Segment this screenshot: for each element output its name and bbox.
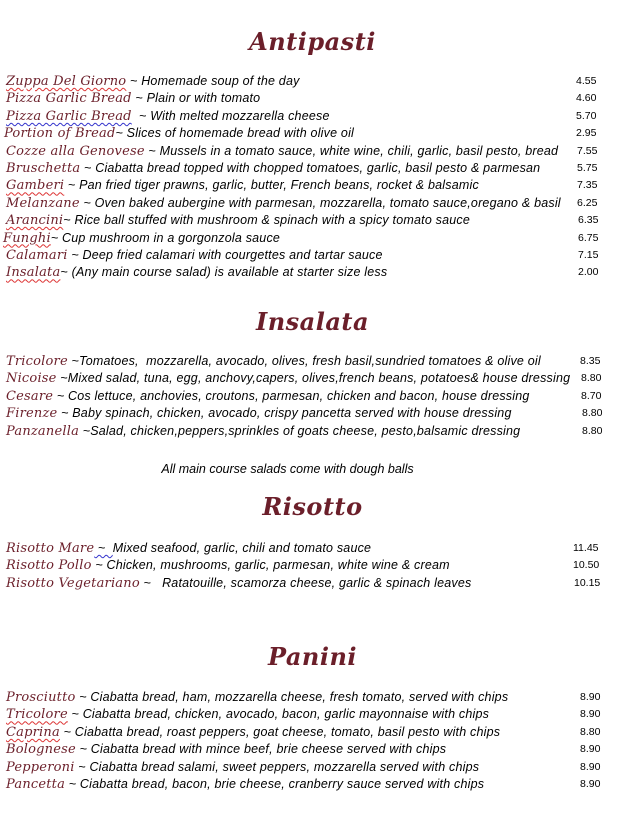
- insalata-list: [0, 353, 625, 440]
- item-price: 8.70: [581, 389, 602, 402]
- menu-item: [0, 724, 625, 741]
- menu-item: [0, 557, 625, 574]
- item-price: 8.90: [580, 777, 601, 790]
- item-separator: ~: [67, 247, 83, 262]
- menu-item: [0, 108, 625, 125]
- item-name: Panzanella: [6, 423, 80, 439]
- item-separator: ~: [75, 690, 91, 704]
- item-separator: ~: [91, 558, 107, 573]
- item-separator: ~: [50, 230, 63, 245]
- item-price: 8.90: [580, 691, 601, 703]
- menu-item: [0, 177, 625, 194]
- item-price: 8.80: [581, 372, 602, 385]
- item-description: Plain or with tomato: [146, 91, 261, 106]
- panini-list: [0, 689, 625, 793]
- item-separator: ~: [115, 126, 127, 141]
- item-name: Risotto Pollo: [6, 558, 92, 574]
- item-description: Ciabatta bread, bacon, brie cheese, cranberry sauce served with chips: [79, 776, 485, 791]
- item-name: Tricolore: [6, 354, 68, 369]
- menu-item: [0, 247, 625, 264]
- item-description: Mixed salad, tuna, egg, anchovy,capers, olives,french beans, potatoes& house dressing: [67, 371, 571, 386]
- menu-item: [0, 264, 625, 281]
- item-name: Tricolore: [6, 707, 68, 723]
- item-name: Prosciutto: [6, 690, 76, 705]
- item-description: Deep fried calamari with courgettes and tartar sauce: [82, 247, 383, 262]
- item-description: Mussels in a tomato sauce, white wine, chili, garlic, basil pesto, bread: [159, 143, 559, 158]
- menu-item: [0, 575, 625, 592]
- item-description: Ciabatta bread, chicken, avocado, bacon, garlic mayonnaise with chips: [82, 707, 490, 722]
- menu-item: [0, 90, 625, 107]
- item-price: 6.75: [578, 231, 599, 244]
- item-description: Mixed seafood, garlic, chili and tomato sauce: [112, 541, 372, 555]
- item-separator: ~: [74, 759, 90, 774]
- item-separator: ~: [131, 108, 151, 123]
- section-title-insalata: Insalata: [255, 307, 370, 336]
- item-separator: ~: [53, 388, 69, 403]
- salad-note: All main course salads come with dough balls: [161, 462, 414, 476]
- menu-item: [0, 759, 625, 776]
- item-description: Salad, chicken,peppers,sprinkles of goats cheese, pesto,balsamic dressing: [90, 423, 521, 438]
- item-separator: ~: [67, 354, 80, 368]
- item-separator: ~: [126, 74, 142, 88]
- item-separator: ~: [59, 724, 75, 739]
- menu-item: [0, 423, 625, 440]
- menu-item: [0, 143, 625, 160]
- item-description: Ciabatta bread, ham, mozzarella cheese, fresh tomato, served with chips: [90, 690, 509, 704]
- item-separator: ~: [56, 371, 68, 386]
- item-description: Rice ball stuffed with mushroom & spinach with a spicy tomato sauce: [74, 213, 471, 228]
- item-name: Arancini: [6, 213, 64, 229]
- item-name: Portion of Bread: [4, 126, 116, 142]
- item-separator: ~: [79, 195, 95, 210]
- item-description: Ratatouille, scamorza cheese, garlic & spinach leaves: [162, 575, 472, 590]
- menu-item: [0, 73, 625, 90]
- item-price: 8.80: [582, 424, 603, 437]
- item-separator: ~: [131, 91, 147, 106]
- item-price: 7.15: [578, 248, 599, 261]
- item-name: Melanzane: [6, 195, 80, 211]
- item-separator: ~: [64, 178, 80, 193]
- item-description: (Any main course salad) is available at starter size less: [71, 265, 388, 280]
- item-price: 8.90: [580, 743, 601, 756]
- item-description: Ciabatta bread salami, sweet peppers, mozzarella served with chips: [89, 759, 480, 774]
- item-price: 8.80: [580, 725, 601, 738]
- item-separator: ~: [57, 406, 73, 421]
- item-price: 11.45: [573, 542, 599, 554]
- section-title-antipasti: Antipasti: [249, 27, 376, 56]
- item-name: Calamari: [6, 247, 68, 263]
- item-description: With melted mozzarella cheese: [150, 108, 330, 123]
- item-price: 2.95: [576, 127, 597, 140]
- item-price: 2.00: [578, 266, 599, 279]
- menu-item: [0, 741, 625, 758]
- item-separator: ~: [94, 541, 113, 555]
- item-price: 8.35: [580, 355, 601, 367]
- antipasti-list: [0, 73, 625, 282]
- item-name: Pancetta: [6, 776, 66, 792]
- item-name: Funghi: [3, 230, 51, 246]
- menu-item: [0, 776, 625, 793]
- item-separator: ~: [139, 575, 163, 590]
- menu-item: [0, 689, 625, 706]
- item-price: 10.50: [573, 559, 600, 572]
- item-name: Zuppa Del Giorno: [6, 74, 127, 89]
- item-name: Risotto Vegetariano: [6, 575, 140, 591]
- item-name: Bolognese: [6, 742, 76, 758]
- item-description: Slices of homemade bread with olive oil: [126, 126, 355, 141]
- item-description: Cup mushroom in a gorgonzola sauce: [62, 230, 281, 245]
- item-price: 5.75: [577, 161, 598, 174]
- item-separator: ~: [60, 265, 72, 280]
- section-title-panini: Panini: [267, 642, 358, 671]
- item-separator: ~: [80, 160, 96, 175]
- menu-item: [0, 405, 625, 422]
- item-description: Ciabatta bread with mince beef, brie cheese served with chips: [90, 742, 447, 757]
- item-separator: ~: [144, 143, 160, 158]
- item-name: Pepperoni: [6, 759, 75, 775]
- item-name: Firenze: [6, 406, 58, 422]
- item-description: Cos lettuce, anchovies, croutons, parmesan, chicken and bacon, house dressing: [68, 388, 530, 403]
- item-description: Baby spinach, chicken, avocado, crispy pancetta served with house dressing: [72, 406, 512, 421]
- item-name: Nicoise: [6, 371, 57, 387]
- menu-item: [0, 212, 625, 229]
- item-price: 4.55: [576, 75, 597, 87]
- item-separator: ~: [65, 776, 80, 791]
- item-price: 8.90: [580, 708, 601, 721]
- item-description: Homemade soup of the day: [141, 74, 300, 88]
- item-name: Pizza Garlic Bread: [6, 108, 132, 124]
- item-separator: ~: [79, 423, 91, 438]
- item-separator: ~: [75, 742, 91, 757]
- item-price: 5.70: [576, 109, 597, 122]
- section-title-risotto: Risotto: [262, 492, 363, 521]
- item-name: Pizza Garlic Bread: [6, 91, 132, 107]
- item-description: Ciabatta bread topped with chopped tomatoes, garlic, basil pesto & parmesan: [95, 160, 541, 175]
- item-separator: ~: [67, 707, 83, 722]
- item-price: 8.80: [582, 407, 603, 420]
- item-description: Tomatoes, mozzarella, avocado, olives, fresh basil,sundried tomatoes & olive oil: [79, 354, 541, 368]
- item-description: Ciabatta bread, roast peppers, goat cheese, tomato, basil pesto with chips: [74, 724, 501, 739]
- item-name: Insalata: [6, 265, 61, 281]
- menu-item: [0, 370, 625, 387]
- menu-item: [0, 353, 625, 370]
- item-price: 7.35: [577, 179, 598, 192]
- item-price: 7.55: [577, 144, 598, 157]
- item-name: Bruschetta: [6, 160, 81, 176]
- menu-item: [0, 388, 625, 405]
- menu-item: [0, 540, 625, 557]
- item-name: Caprina: [6, 724, 60, 740]
- menu-item: [0, 706, 625, 723]
- item-price: 4.60: [576, 92, 597, 105]
- item-name: Gamberi: [6, 178, 65, 194]
- item-description: Pan fried tiger prawns, garlic, butter, French beans, rocket & balsamic: [79, 178, 479, 193]
- item-name: Cozze alla Genovese: [6, 143, 145, 159]
- menu-item: [0, 160, 625, 177]
- menu-item: [0, 195, 625, 212]
- item-price: 8.90: [580, 760, 601, 773]
- item-price: 10.15: [574, 576, 601, 589]
- menu-item: [0, 230, 625, 247]
- risotto-list: [0, 540, 625, 592]
- item-price: 6.25: [577, 196, 598, 209]
- menu-item: [0, 125, 625, 142]
- item-description: Chicken, mushrooms, garlic, parmesan, white wine & cream: [106, 558, 450, 573]
- item-description: Oven baked aubergine with parmesan, mozzarella, tomato sauce,oregano & basil: [94, 195, 561, 210]
- item-name: Cesare: [6, 388, 54, 404]
- item-separator: ~: [63, 213, 75, 228]
- item-name: Risotto Mare: [6, 541, 95, 556]
- item-price: 6.35: [578, 214, 599, 227]
